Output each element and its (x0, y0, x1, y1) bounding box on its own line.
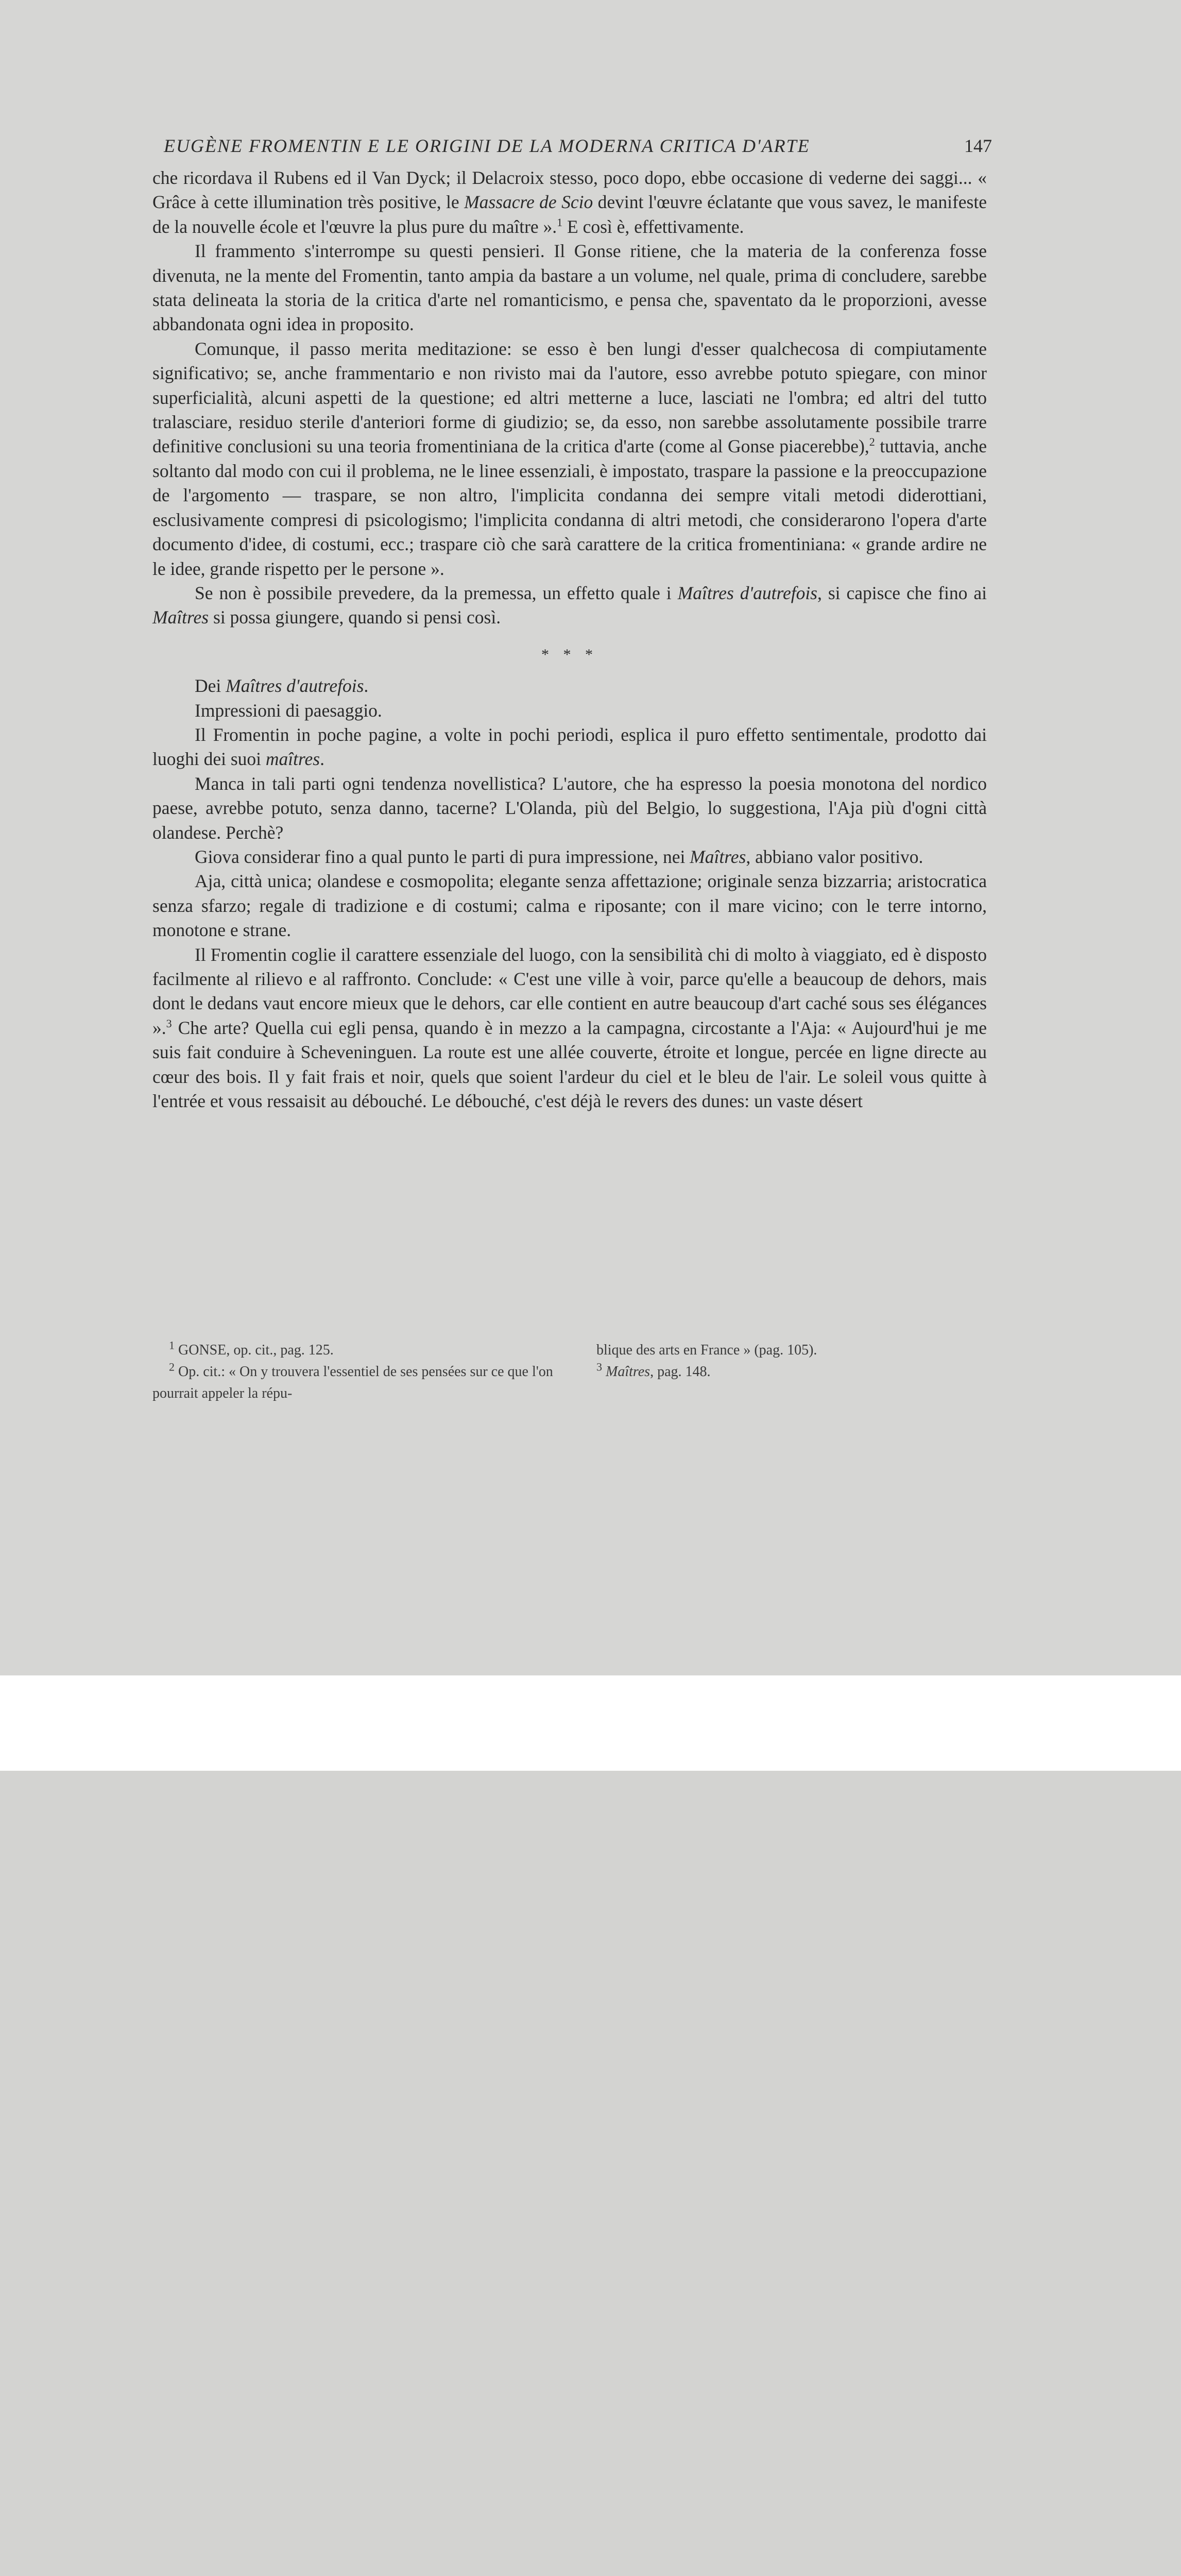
footnotes (152, 1340, 987, 1404)
section-separator: * * * (541, 646, 598, 663)
paragraph-p6: Impressioni di paesaggio. (195, 700, 382, 721)
footnote-left-0: $^1$ GONSE, op. cit., pag. 125. (169, 1338, 334, 1358)
paragraph-p2: Il frammento s'interrompe su questi pensieri. Il Gonse ritiene, che la materia de la conferenza fosse divenuta, ne la mente del Fromentin, tanto ampia da bastare a un volume, nel quale, prima di concludere, sarebbe stata delineata la storia de la critica d'arte nel romanticismo, e pensa che, spaventato da le proporzioni, avesse abbandonata ogni idea in proposito. (152, 241, 987, 335)
viewer-footer (0, 1675, 1181, 1771)
running-head (164, 135, 992, 157)
body-text (152, 166, 987, 1113)
paragraph-p1: che ricordava il Rubens ed il Van Dyck; il Delacroix stesso, poco dopo, ebbe occasione di vederne dei saggi... « Grâce à cette illumination très positive, le Massacre de Scio devint l'œuvre éclatante que vous savez, le manifeste de la nouvelle école et l'œuvre la plus pure du maître ».$^1$ E così è, effettivamente. (152, 167, 987, 237)
footnote-right-1: $^3$ Maîtres, pag. 148. (596, 1360, 711, 1380)
paragraph-p9: Giova considerar fino a qual punto le parti di pura impressione, nei Maîtres, abbiano valor positivo. (195, 846, 923, 867)
footnotes-right-column (580, 1340, 987, 1404)
paragraph-p7: Il Fromentin in poche pagine, a volte in pochi periodi, esplica il puro effetto sentimentale, prodotto dai luoghi dei suoi maîtres. (152, 724, 987, 770)
paragraph-p5: Dei Maîtres d'autrefois. (195, 675, 369, 697)
paragraph-p3: Comunque, il passo merita meditazione: se esso è ben lungi d'esser qualchecosa di compiutamente significativo; se, anche frammentario e non rivisto mai da l'autore, esso avrebbe potuto spiegare, con minor superficialità, alcuni aspetti de la questione; ed altri metterne a luce, lasciati ne l'ombra; ed altri del tutto tralasciare, residuo sterile d'anteriori forme di giudizio; se, da esso, non sarebbe assolutamente possibile trarre definitive conclusioni su una teoria fromentiniana de la critica d'arte (come al Gonse piacerebbe),$^2$ tuttavia, anche soltanto dal modo con cui il problema, ne le linee essenziali, è impostato, traspare la passione e la preoccupazione de l'argomento — traspare, se non altro, l'implicita condanna dei sempre vitali metodi diderottiani, esclusivamente compresi di psicologismo; l'implicita condanna di altri metodi, che considerarono l'opera d'arte documento d'idee, di costumi, ecc.; traspare ciò che sarà carattere de la critica fromentiniana: « grande ardire ne le idee, grande rispetto per le persone ». (152, 338, 987, 579)
paragraph-p4: Se non è possibile prevedere, da la premessa, un effetto quale i Maîtres d'autrefois, si capisce che fino ai Maîtres si possa giungere, quando si pensi così. (152, 582, 987, 628)
footnotes-left-column (152, 1340, 559, 1404)
paragraph-p8: Manca in tali parti ogni tendenza novellistica? L'autore, che ha espresso la poesia monotona del nordico paese, avrebbe potuto, senza danno, tacerne? L'Olanda, più del Belgio, lo suggestiona, l'Aja più d'ogni città olandese. Perchè? (152, 773, 987, 843)
footnote-left-1: $^2$ Op. cit.: « On y trouvera l'essentiel de ses pensées sur ce que l'on pourrait appeler la répu- (152, 1360, 553, 1401)
footnote-right-0: blique des arts en France » (pag. 105). (596, 1342, 817, 1358)
running-title: EUGÈNE FROMENTIN E LE ORIGINI DE LA MODERNA CRITICA D'ARTE (164, 135, 810, 156)
page-number: 147 (964, 135, 992, 156)
paragraph-p11: Il Fromentin coglie il carattere essenziale del luogo, con la sensibilità chi di molto à viaggiato, ed è disposto facilmente al rilievo e al raffronto. Conclude: « C'est une ville à voir, parce qu'elle a beaucoup de dehors, mais dont le dedans vaut encore mieux que le dehors, car elle contient en autre beaucoup d'art caché sous ses élégances ».$^3$ Che arte? Quella cui egli pensa, quando è in mezzo a la campagna, circostante a l'Aja: « Aujourd'hui je me suis fait conduire à Scheveninguen. La route est une allée couverte, étroite et longue, percée en ligne directe au cœur des bois. Il y fait frais et noir, quels que soient l'ardeur du ciel et le bleu de l'air. Le soleil vous quitte à l'entrée et vous ressaisit au débouché. Le débouché, c'est déjà le revers des dunes: un vaste désert (152, 944, 987, 1112)
paragraph-p10: Aja, città unica; olandese e cosmopolita; elegante senza affettazione; originale senza bizzarria; aristocratica senza sfarzo; regale di tradizione e di costumi; calma e riposante; con il mare vicino; con le terre intorno, monotone e strane. (152, 871, 987, 941)
